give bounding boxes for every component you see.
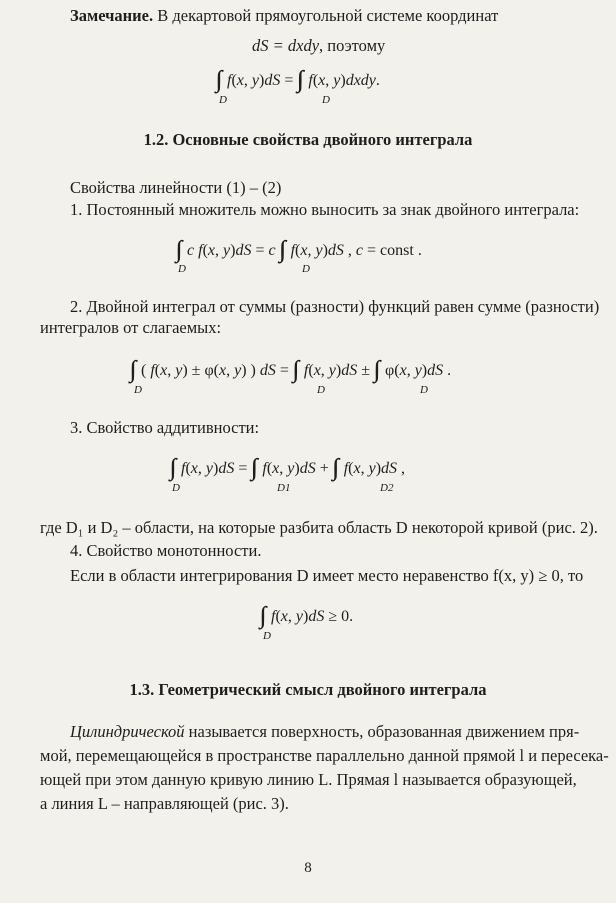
remark-line	[70, 6, 498, 26]
ds-tail: , поэтому	[319, 36, 386, 55]
sub-d: D	[219, 94, 227, 106]
paragraph: Свойства линейности (1) – (2)	[70, 178, 282, 197]
paragraph: 3. Свойство аддитивности:	[70, 418, 260, 437]
sub-d: D	[420, 384, 428, 396]
formula-monotonicity: f(x, y)dS ≥ 0.	[271, 608, 354, 625]
sub-d: D	[134, 384, 142, 396]
paragraph: интегралов от слагаемых:	[40, 318, 222, 337]
paragraph: где D₁ и D₂ – области, на которые разбита область D некоторой кривой (рис. 2).	[40, 518, 598, 537]
paragraph-text: называется поверхность, образованная движением пря-	[184, 722, 580, 741]
section-heading: 1.2. Основные свойства двойного интеграла	[143, 130, 473, 149]
paragraph: 4. Свойство монотонности.	[70, 541, 262, 560]
paragraph	[70, 722, 579, 742]
sub-d: D	[178, 263, 186, 275]
formula-linearity-2: ( f(x, y) ± φ(x, y) ) dS = f(x, y)dS ± φ(x, y)dS .	[137, 362, 452, 379]
paragraph: мой, перемещающейся в пространстве параллельно данной прямой l и пересека-	[40, 746, 609, 765]
term-cylindrical: Цилиндрической	[70, 722, 185, 741]
sub-d: D	[263, 630, 271, 642]
formula-additivity: f(x, y)dS = f(x, y)dS + f(x, y)dS ,	[181, 460, 406, 477]
sub-d: D	[322, 94, 330, 106]
paragraph: 1. Постоянный множитель можно выносить за знак двойного интеграла:	[70, 200, 580, 219]
paragraph: ющей при этом данную кривую линию L. Прямая l называется образующей,	[40, 770, 577, 789]
sub-d1: D1	[277, 482, 291, 494]
remark-label: Замечание.	[70, 6, 154, 25]
remark-text: В декартовой прямоугольной системе координат	[153, 6, 499, 25]
ds-line	[252, 36, 385, 56]
paragraph: Если в области интегрирования D имеет место неравенство f(x, y) ≥ 0, то	[70, 566, 584, 585]
sub-d2: D2	[380, 482, 394, 494]
ds-formula: dS = dxdy	[252, 36, 320, 55]
sub-d: D	[172, 482, 180, 494]
sub-d: D	[302, 263, 310, 275]
page-number: 8	[304, 860, 312, 876]
sub-d: D	[317, 384, 325, 396]
paragraph: 2. Двойной интеграл от суммы (разности) функций равен сумме (разности)	[70, 297, 600, 316]
section-heading: 1.3. Геометрический смысл двойного интеграла	[129, 680, 487, 699]
formula-linearity-1: c f(x, y)dS = c f(x, y)dS , c = const .	[187, 242, 422, 259]
remark-formula: f(x, y)dS = f(x, y)dxdy.	[227, 72, 380, 89]
paragraph: а линия L – направляющей (рис. 3).	[40, 794, 289, 813]
